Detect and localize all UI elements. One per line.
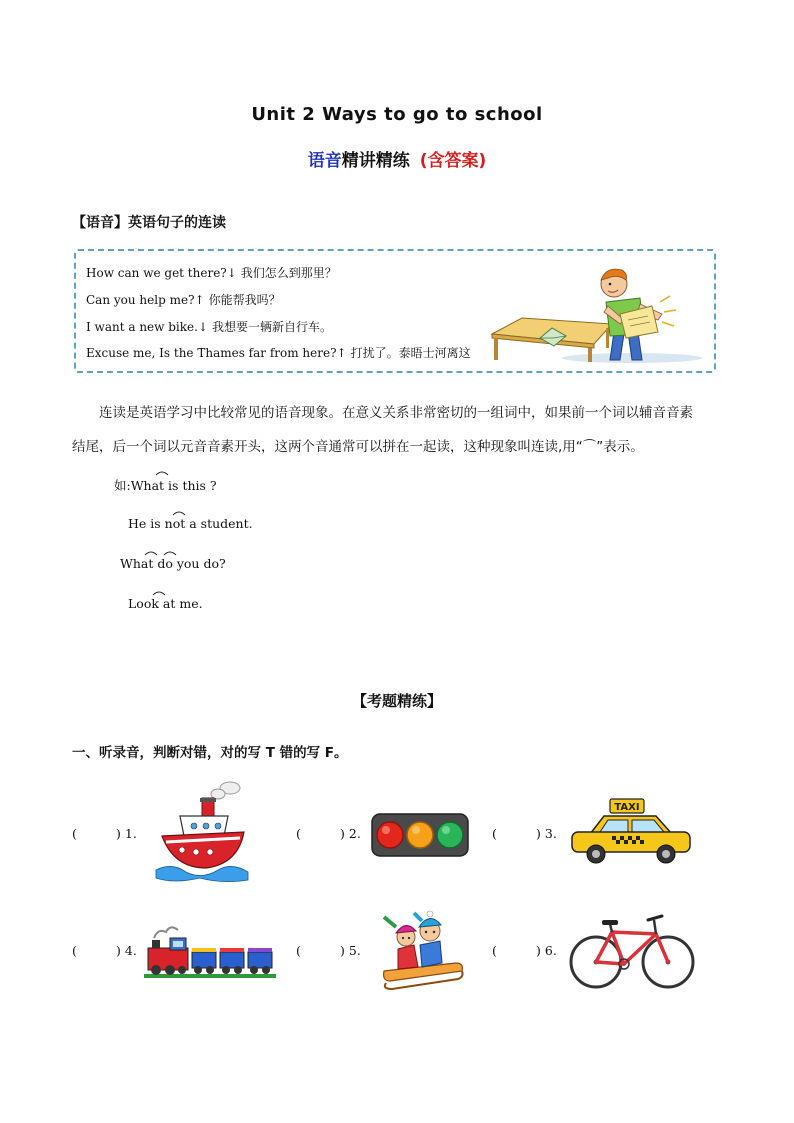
- liaison-arc: [172, 510, 186, 516]
- liaison-explanation: 连读是英语学习中比较常见的语音现象。在意义关系非常密切的一组词中，如果前一个词以辅音音素 结尾，后一个词以元音音素开头，这两个音通常可以拼在一起读，这种现象叫连读,用“⌒”表示。: [72, 405, 693, 455]
- phonetics-heading: 【语音】英语句子的连读: [72, 215, 226, 231]
- liaison-arc: [163, 550, 177, 556]
- liaison-example-1: 如:What is this ?: [114, 478, 217, 493]
- example-sentence-3: I want a new bike.↓ 我想要一辆新自行车。: [86, 320, 333, 334]
- liaison-arc: [152, 590, 166, 596]
- liaison-example-3: What do you do?: [120, 556, 226, 571]
- answer-slot-5[interactable]: ( ) 5.: [296, 943, 361, 958]
- practice-heading: 【考题精练】: [351, 692, 442, 710]
- answer-slot-6[interactable]: ( ) 6.: [492, 943, 557, 958]
- ship-icon: [152, 780, 252, 884]
- taxi-sign-text: TAXI: [614, 802, 640, 813]
- liaison-arc: [144, 550, 158, 556]
- liaison-arc: [155, 470, 169, 476]
- subtitle-phonetics: 语音: [307, 151, 342, 171]
- subtitle-answer-note: (含答案): [419, 151, 487, 171]
- example-sentence-1: How can we get there?↓ 我们怎么到那里？: [86, 266, 337, 280]
- traffic-light-icon: [370, 812, 470, 858]
- page-subtitle: [0, 146, 794, 171]
- question-1-heading: 一、听录音，判断对错，对的写 T 错的写 F。: [72, 745, 348, 761]
- bicycle-icon: [568, 912, 698, 992]
- subtitle-practice: 精讲精练: [341, 151, 410, 171]
- answer-slot-2[interactable]: ( ) 2.: [296, 826, 361, 841]
- example-sentence-2: Can you help me?↑ 你能帮我吗？: [86, 293, 281, 307]
- page-title: Unit 2 Ways to go to school: [251, 104, 543, 125]
- train-icon: [144, 922, 276, 982]
- example-sentence-4: Excuse me, Is the Thames far from here?↑ 打扰了。泰晤士河离这: [86, 346, 471, 360]
- answer-slot-4[interactable]: ( ) 4.: [72, 943, 137, 958]
- answer-slot-1[interactable]: ( ) 1.: [72, 826, 137, 841]
- answer-slot-3[interactable]: ( ) 3.: [492, 826, 557, 841]
- boy-letter-illustration: [482, 262, 702, 364]
- liaison-example-4: Look at me.: [128, 596, 203, 611]
- liaison-example-2: He is not a student.: [128, 516, 253, 531]
- sled-icon: [378, 905, 466, 991]
- taxi-icon: [568, 796, 694, 866]
